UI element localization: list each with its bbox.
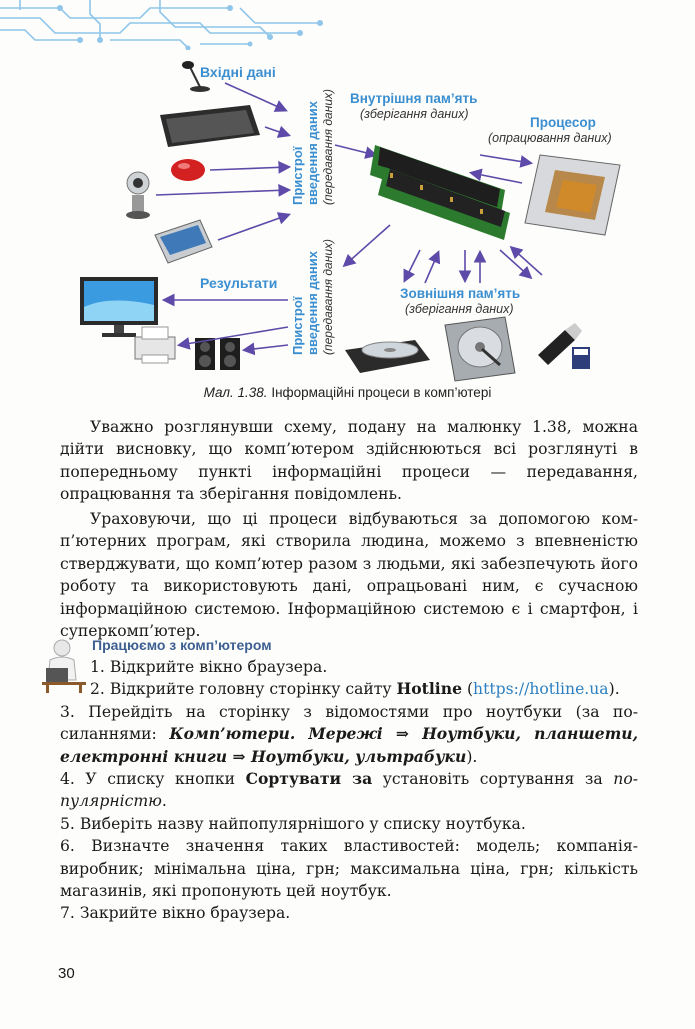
step-7: 7. Закрийте вікно браузера. <box>60 904 291 923</box>
circuit-decoration <box>0 0 330 50</box>
input-devices-label-2: введення даних <box>305 101 320 205</box>
step-1: 1. Відкрийте вікно браузера. <box>90 658 328 676</box>
webcam-icon <box>126 172 150 219</box>
step-2-site-name: Hotline <box>396 679 462 699</box>
step-6: 6. Визначте значення таких властивостей: модель; компанія-виробник; мінімальна ціна, грн; максимальна ціна, грн; кількість магазинів, які пропонують цей ноутбук. <box>60 837 638 901</box>
mouse-icon <box>171 159 205 181</box>
step-2-text: 2. Відкрийте головну сторінку сайту <box>90 680 397 699</box>
ram-modules-icon <box>370 145 510 240</box>
step-4 <box>60 768 638 813</box>
output-devices-label-2: введення даних <box>305 251 320 355</box>
internal-memory-label: Внутрішня пам’ять <box>350 91 478 106</box>
hotline-link[interactable]: https://hotline.ua <box>473 680 609 699</box>
step-3 <box>60 701 638 768</box>
sd-card-icon <box>572 347 590 369</box>
input-devices-label: Пристрої <box>290 146 305 205</box>
work-steps <box>60 656 638 925</box>
input-label: Вхідні дані <box>200 64 276 80</box>
step-2-end: ). <box>608 680 620 699</box>
input-devices-sub: (передавання даних) <box>321 89 335 205</box>
processor-label: Процесор <box>530 115 596 130</box>
step-4-end: . <box>161 792 167 811</box>
step-2 <box>60 678 638 700</box>
step-2-paren: ( <box>462 680 474 699</box>
page-number: 30 <box>58 965 75 982</box>
paragraph-1-text: Уважно розглянувши схему, подану на малюнку 1.38, можна дійти висновку, що комп’ютером здійснюються всі розглянуті в попередньому пункті інформаційні процеси — передавання, опрацювання та зберігання повідомлень. <box>60 418 638 504</box>
figure-caption <box>0 385 695 400</box>
hard-disk-icon <box>445 317 515 381</box>
internal-memory-sub: (зберігання даних) <box>360 107 469 121</box>
step-4-mid: установіть сортування за <box>372 770 614 789</box>
keyboard-icon <box>160 105 260 147</box>
caption-number: Мал. 1.38. <box>203 385 268 400</box>
processor-icon <box>525 155 620 235</box>
information-processes-diagram <box>60 55 650 385</box>
external-memory-label: Зовнішня пам’ять <box>400 286 521 301</box>
results-label: Результати <box>200 275 278 291</box>
processor-sub: (опрацювання даних) <box>488 131 612 145</box>
step-5: 5. Виберіть назву найпопулярнішого у списку ноутбука. <box>60 814 526 833</box>
scanner-icon <box>155 220 212 263</box>
output-devices-label: Пристрої <box>290 296 305 355</box>
work-section-heading: Працюємо з комп’ютером <box>92 637 272 653</box>
caption-text: Інформаційні процеси в комп’ютері <box>267 385 492 400</box>
output-devices-sub: (передавання даних) <box>321 239 335 355</box>
paragraph-2 <box>60 508 638 642</box>
step-4-button: Сортувати за <box>245 769 373 789</box>
step-3-end: ). <box>466 747 478 766</box>
printer-icon <box>135 327 175 363</box>
step-4-sort-option: популярністю <box>60 770 638 811</box>
external-memory-sub: (зберігання даних) <box>405 302 514 316</box>
paragraph-2-text: Ураховуючи, що ці процеси відбуваються за допомогою комп’ютерних програм, які створила людина, можемо з впевненістю стверджувати, що комп’ютер разом з людьми, які забезпечують його роботу та використовують дані, опрацьовані ним, є сучасною інформаційною системою. Інформаційною системою є і смартфон, і суперкомп’ютер. <box>60 510 638 641</box>
speakers-icon <box>195 338 240 370</box>
step-4-text: 4. У списку кнопки <box>60 770 246 789</box>
step-3-path: Комп’ютери. Мережі ⇒ Ноутбуки, планшети, електронні книги ⇒ Ноутбуки, ультрабуки <box>60 724 638 766</box>
optical-drive-icon <box>345 340 430 373</box>
paragraph-1 <box>60 416 638 506</box>
step-3-text: 3. Перейдіть на сторінку з відомостями про ноутбуки (за посиланнями: <box>60 702 638 744</box>
